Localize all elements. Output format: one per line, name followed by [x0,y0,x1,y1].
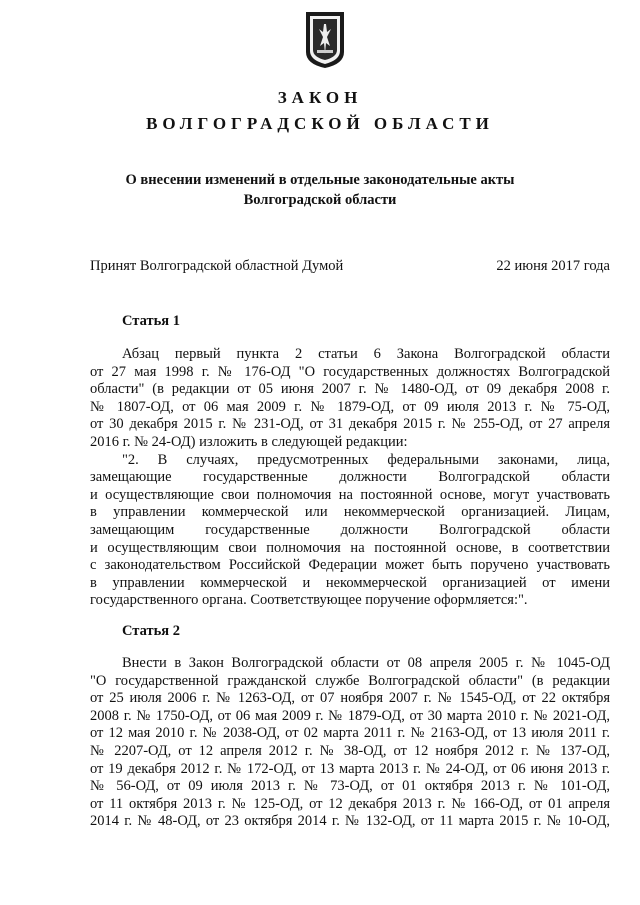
law-subject [0,170,640,210]
article-1-text [90,346,610,610]
text-line: Внести в Закон Волгоградской области от 08 апреля 2005 г. № 1045-ОД [122,655,610,671]
text-line: 2014 г. № 48-ОД, от 23 октября 2014 г. № 132-ОД, от 11 марта 2015 г. № 10-ОД, [90,813,610,830]
text-line: замещающим государственные должности Волгоградской области [90,521,610,538]
text-line: № 2207-ОД, от 12 апреля 2012 г. № 38-ОД, от 12 ноября 2012 г. № 137-ОД, [90,742,610,759]
adoption-line [90,258,610,275]
text-line: "2. В случаях, предусмотренных федеральными законами, лица, [122,451,610,468]
text-line: "О государственной гражданской службе Волгоградской области" (в редакции [90,672,610,689]
adoption-date: 22 июня 2017 года [496,258,610,274]
text-line: в управлении коммерческой или некоммерческой организацией. Лицам, [90,504,610,521]
text-line: от 19 декабря 2012 г. № 172-ОД, от 13 марта 2013 г. № 24-ОД, от 06 июня 2013 г. [90,760,610,777]
text-line: № 56-ОД, от 09 июля 2013 г. № 73-ОД, от 01 октября 2013 г. № 101-ОД, [90,778,610,795]
text-line: 2016 г. № 24-ОД) изложить в следующей редакции: [90,433,408,450]
text-line: замещающие государственные должности Волгоградской области [90,469,610,486]
text-line: в управлении коммерческой и некоммерческой организацией от имени [90,574,610,591]
article-2-heading: Статья 2 [122,623,180,639]
text-line: с законодательством Российской Федерации может быть поручено участвовать [90,557,610,574]
text-line: № 1807-ОД, от 06 мая 2009 г. № 1879-ОД, от 09 июля 2013 г. № 75-ОД, [90,398,610,415]
region-title: ВОЛГОГРАДСКОЙ ОБЛАСТИ [146,114,494,133]
text-line: области" (в редакции от 05 июня 2007 г. № 1480-ОД, от 09 декабря 2008 г. [90,381,610,398]
coat-of-arms-icon [304,10,346,70]
text-line: и осуществляющим свои полномочия на постоянной основе, в соответствии [90,539,610,556]
article-2-text [90,655,610,831]
article-1-heading: Статья 1 [122,313,180,329]
subject-line: О внесении изменений в отдельные законодательные акты [125,172,515,188]
text-line: 2008 г. № 1750-ОД, от 06 мая 2009 г. № 1879-ОД, от 30 марта 2010 г. № 2021-ОД, [90,707,610,724]
text-line: государственного органа. Соответствующее поручение оформляется:". [90,592,528,609]
text-line: от 27 мая 1998 г. № 176-ОД "О государственных должностях Волгоградской [90,363,610,380]
document-type-title: ЗАКОН [277,88,363,107]
text-line: и осуществляющие свои полномочия на постоянной основе, могут участвовать [90,486,610,503]
text-line: от 11 октября 2013 г. № 125-ОД, от 12 декабря 2013 г. № 166-ОД, от 01 апреля [90,795,610,812]
subject-line: Волгоградской области [243,192,397,208]
adopting-body: Принят Волгоградской областной Думой [90,258,344,274]
text-line: Абзац первый пункта 2 статьи 6 Закона Волгоградской области [122,346,610,362]
text-line: от 12 мая 2010 г. № 2038-ОД, от 02 марта 2011 г. № 2163-ОД, от 13 июля 2011 г. [90,725,610,742]
text-line: от 30 декабря 2015 г. № 231-ОД, от 31 декабря 2015 г. № 255-ОД, от 27 апреля [90,416,610,433]
text-line: от 25 июля 2006 г. № 1263-ОД, от 07 ноября 2007 г. № 1545-ОД, от 22 октября [90,690,610,707]
